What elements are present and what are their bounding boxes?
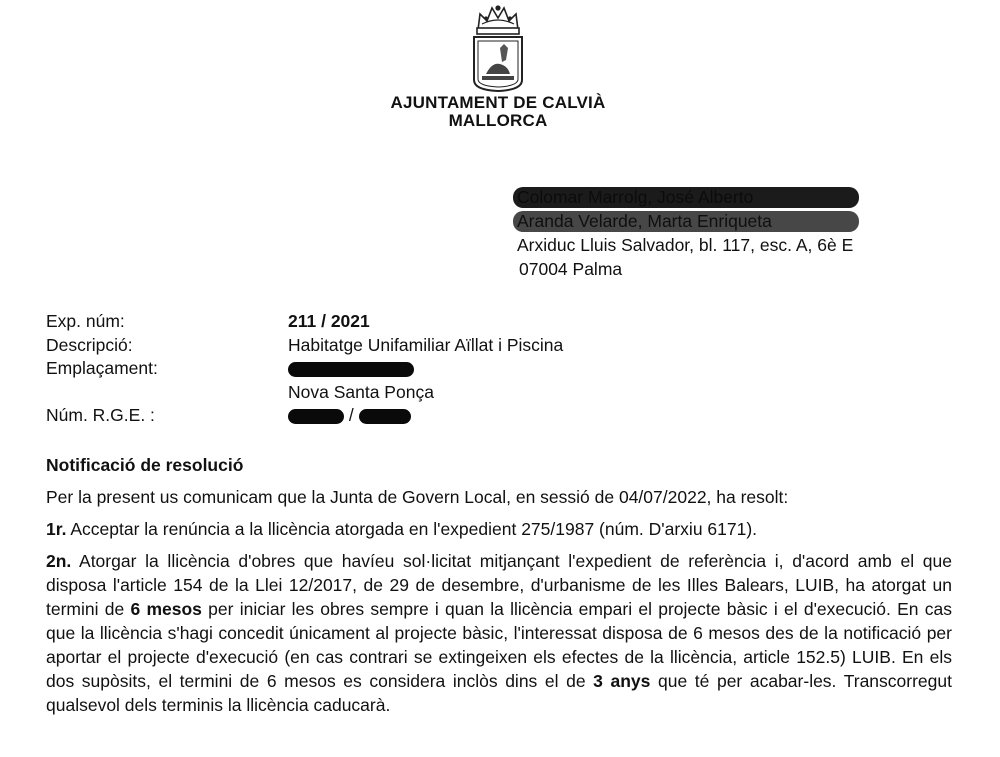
resolution-point-1 [46,517,952,541]
exp-label: Exp. núm: [46,311,125,331]
point-2-term-3-years: 3 anys [593,671,651,691]
description-label: Descripció: [46,334,133,355]
point-2-term-6-months: 6 mesos [130,599,202,619]
location-value: Nova Santa Ponça [288,381,434,402]
coat-of-arms-icon [470,4,526,92]
location-value-redacted [288,357,414,381]
file-metadata [46,310,563,428]
exp-value: 211 / 2021 [288,311,370,331]
point-1-text: Acceptar la renúncia a la llicència atorgada en l'expedient 275/1987 (núm. D'arxiu 6171). [66,519,758,539]
point-2-text-b: per iniciar les obres sempre i quan la llicència empari el projecte bàsic i el d'execució. En cas que la llicència s'hagi concedit únicament al projecte bàsic, l'interessat disposa de 6 mesos des de la notificació per aportar el projecte d'execució (en cas contrari se extingeixen els efectes de la llicència, article 152.5) LUIB. En els dos supòsits, el termini de 6 mesos es considera inclòs dins el de [46,599,952,691]
description-value: Habitatge Unifamiliar Aïllat i Piscina [288,334,564,355]
point-2-number: 2n. [46,551,72,571]
rge-label: Núm. R.G.E. : [46,405,155,425]
point-2-text-a: Atorgar la llicència d'obres que havíeu sol·licitat mitjançant l'expedient de referència i, d'acord amb el que disposa l'article 154 de la Llei 12/2017, de 29 de desembre, d'urbanisme de les Illes Balears, LUIB, ha atorgat un termini de [46,551,952,619]
redaction-mark [288,409,344,424]
addressee-block [517,185,853,281]
meta-row-rge [46,404,563,428]
point-2-text-c: que té per acabar-les. Transcorregut qualsevol dels terminis la llicència caducarà. [46,671,952,715]
addressee-name-2 [517,209,853,233]
redaction-mark [513,211,859,232]
organization-name-line1: AJUNTAMENT DE CALVIÀ [390,93,606,112]
meta-row-location-2 [46,381,563,405]
organization-name-line2: MALLORCA [448,111,548,130]
redaction-mark [359,409,411,424]
resolution-point-2 [46,549,952,717]
rge-separator: / [348,405,354,425]
meta-row-exp [46,310,563,334]
resolution-intro: Per la present us comunicam que la Junta de Govern Local, en sessió de 04/07/2022, ha resolt: [46,487,789,507]
meta-row-location [46,357,563,381]
addressee-street: Arxiduc Lluis Salvador, bl. 117, esc. A, 6è E [517,235,854,255]
organization-name [380,94,616,130]
location-label: Emplaçament: [46,358,158,378]
point-1-number: 1r. [46,519,67,539]
redaction-mark [513,187,859,208]
addressee-name-1 [517,185,853,209]
rge-value [288,404,411,428]
redaction-mark [288,362,414,377]
resolution-heading: Notificació de resolució [46,455,244,475]
resolution-body [46,453,952,717]
addressee-postal-city: 07004 Palma [519,259,623,279]
meta-row-description [46,334,563,358]
